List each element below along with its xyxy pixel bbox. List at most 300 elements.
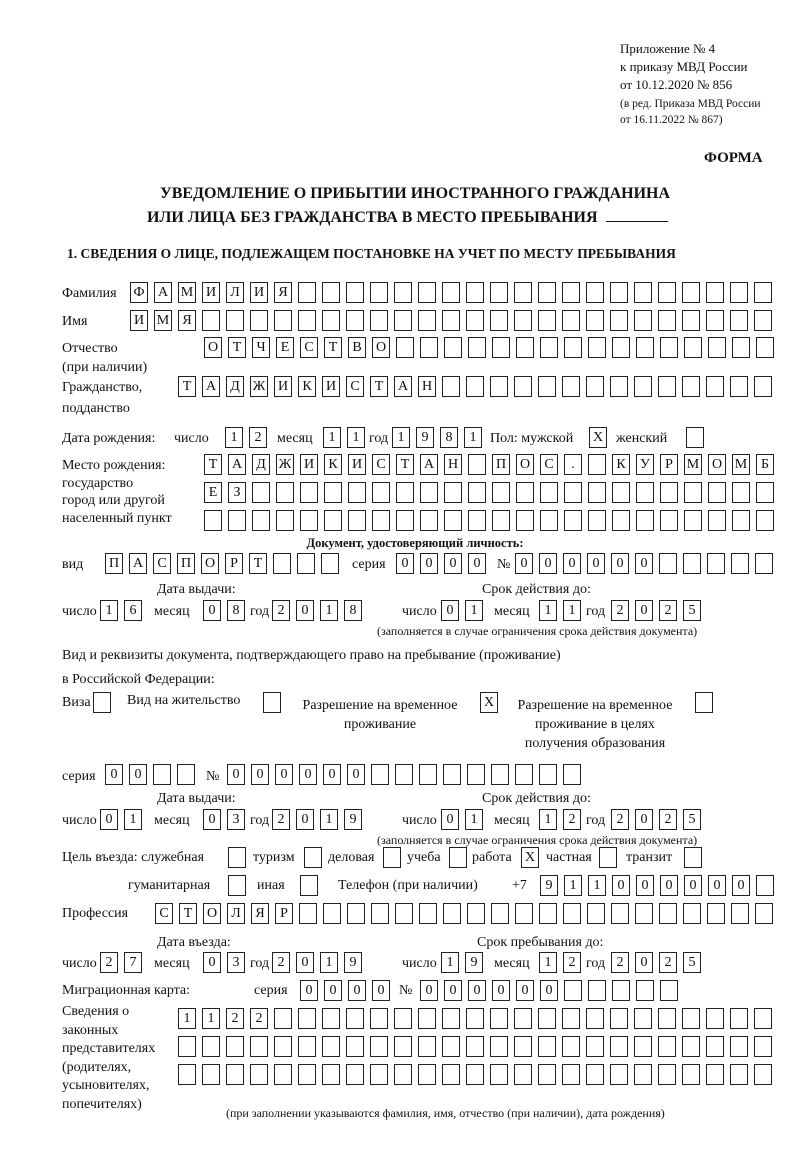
- patronymic-cell[interactable]: О: [204, 337, 222, 358]
- birthplace2-cell[interactable]: З: [228, 482, 246, 503]
- name-cell[interactable]: [730, 310, 748, 331]
- birthplace1-cell[interactable]: [588, 454, 606, 475]
- profession-cell[interactable]: [659, 903, 677, 924]
- reps3-cell[interactable]: [250, 1064, 268, 1085]
- doc-issue-day-cell[interactable]: 6: [124, 600, 142, 621]
- phone-cell[interactable]: 0: [636, 875, 654, 896]
- citizenship-cell[interactable]: С: [346, 376, 364, 397]
- surname-cell[interactable]: [370, 282, 388, 303]
- name-cell[interactable]: [706, 310, 724, 331]
- birth-day-cell[interactable]: 2: [249, 427, 267, 448]
- p-study-cell[interactable]: [449, 847, 467, 868]
- doc-kind-cell[interactable]: Т: [249, 553, 267, 574]
- name-cell[interactable]: [514, 310, 532, 331]
- birth-year-cell[interactable]: 1: [392, 427, 410, 448]
- surname-cell[interactable]: А: [154, 282, 172, 303]
- stay-exp-day-cell[interactable]: 1: [465, 809, 483, 830]
- name-cell[interactable]: [298, 310, 316, 331]
- reps2-cell[interactable]: [346, 1036, 364, 1057]
- profession-cell[interactable]: [395, 903, 413, 924]
- reps1-cell[interactable]: [394, 1008, 412, 1029]
- birthplace1-cell[interactable]: .: [564, 454, 582, 475]
- doc-number-cell[interactable]: [659, 553, 677, 574]
- stay-number-cell[interactable]: 0: [299, 764, 317, 785]
- birthplace2-cell[interactable]: [492, 482, 510, 503]
- mc-number-cell[interactable]: [660, 980, 678, 1001]
- birthplace1-cell[interactable]: М: [684, 454, 702, 475]
- doc-series-cell[interactable]: 0: [420, 553, 438, 574]
- surname-cell[interactable]: [418, 282, 436, 303]
- reps2-cell[interactable]: [442, 1036, 460, 1057]
- stay-series-cell[interactable]: [153, 764, 171, 785]
- birthplace3-cell[interactable]: [564, 510, 582, 531]
- doc-kind-cell[interactable]: [273, 553, 291, 574]
- until-month-cell[interactable]: 2: [563, 952, 581, 973]
- phone-cell[interactable]: 9: [540, 875, 558, 896]
- patronymic-cell[interactable]: Е: [276, 337, 294, 358]
- reps3-cell[interactable]: [706, 1064, 724, 1085]
- doc-kind-cell[interactable]: П: [105, 553, 123, 574]
- patronymic-cell[interactable]: [396, 337, 414, 358]
- doc-kind-cell[interactable]: [321, 553, 339, 574]
- phone-cell[interactable]: 0: [708, 875, 726, 896]
- patronymic-cell[interactable]: [612, 337, 630, 358]
- surname-cell[interactable]: [586, 282, 604, 303]
- patronymic-cell[interactable]: [492, 337, 510, 358]
- profession-cell[interactable]: Л: [227, 903, 245, 924]
- birthplace2-cell[interactable]: Е: [204, 482, 222, 503]
- doc-number-cell[interactable]: 0: [635, 553, 653, 574]
- reps1-cell[interactable]: [634, 1008, 652, 1029]
- birthplace2-cell[interactable]: [468, 482, 486, 503]
- profession-cell[interactable]: [371, 903, 389, 924]
- birthplace1-cell[interactable]: М: [732, 454, 750, 475]
- citizenship-cell[interactable]: [682, 376, 700, 397]
- p-work-cell[interactable]: X: [521, 847, 539, 868]
- doc-exp-month-cell[interactable]: 1: [539, 600, 557, 621]
- surname-cell[interactable]: М: [178, 282, 196, 303]
- reps1-cell[interactable]: [754, 1008, 772, 1029]
- patronymic-cell[interactable]: [420, 337, 438, 358]
- profession-cell[interactable]: [587, 903, 605, 924]
- stay-issue-month-cell[interactable]: 3: [227, 809, 245, 830]
- birthplace2-cell[interactable]: [660, 482, 678, 503]
- stay-issue-year-cell[interactable]: 0: [296, 809, 314, 830]
- patronymic-cell[interactable]: О: [372, 337, 390, 358]
- profession-cell[interactable]: [731, 903, 749, 924]
- reps2-cell[interactable]: [730, 1036, 748, 1057]
- stay-exp-day-cell[interactable]: 0: [441, 809, 459, 830]
- citizenship-cell[interactable]: К: [298, 376, 316, 397]
- birthplace3-cell[interactable]: [732, 510, 750, 531]
- birthplace1-cell[interactable]: Т: [204, 454, 222, 475]
- surname-cell[interactable]: [466, 282, 484, 303]
- stay-issue-day-cell[interactable]: 1: [124, 809, 142, 830]
- reps1-cell[interactable]: [298, 1008, 316, 1029]
- reps1-cell[interactable]: [562, 1008, 580, 1029]
- name-cell[interactable]: [682, 310, 700, 331]
- citizenship-cell[interactable]: [730, 376, 748, 397]
- reps3-cell[interactable]: [418, 1064, 436, 1085]
- citizenship-cell[interactable]: Д: [226, 376, 244, 397]
- residence-cell[interactable]: [263, 692, 281, 713]
- patronymic-cell[interactable]: Т: [228, 337, 246, 358]
- doc-issue-year-cell[interactable]: 1: [320, 600, 338, 621]
- stay-issue-year-cell[interactable]: 2: [272, 809, 290, 830]
- reps1-cell[interactable]: 2: [250, 1008, 268, 1029]
- citizenship-cell[interactable]: И: [274, 376, 292, 397]
- profession-cell[interactable]: [539, 903, 557, 924]
- birthplace3-cell[interactable]: [756, 510, 774, 531]
- citizenship-cell[interactable]: Ж: [250, 376, 268, 397]
- mc-series-cell[interactable]: 0: [324, 980, 342, 1001]
- birthplace1-cell[interactable]: С: [372, 454, 390, 475]
- reps1-cell[interactable]: [346, 1008, 364, 1029]
- reps3-cell[interactable]: [298, 1064, 316, 1085]
- doc-issue-month-cell[interactable]: 0: [203, 600, 221, 621]
- birthplace1-cell[interactable]: О: [516, 454, 534, 475]
- stay-issue-year-cell[interactable]: 9: [344, 809, 362, 830]
- until-year-cell[interactable]: 0: [635, 952, 653, 973]
- entry-day-cell[interactable]: 7: [124, 952, 142, 973]
- doc-exp-day-cell[interactable]: 0: [441, 600, 459, 621]
- mc-number-cell[interactable]: 0: [492, 980, 510, 1001]
- surname-cell[interactable]: Я: [274, 282, 292, 303]
- doc-number-cell[interactable]: 0: [611, 553, 629, 574]
- mc-number-cell[interactable]: 0: [540, 980, 558, 1001]
- reps2-cell[interactable]: [682, 1036, 700, 1057]
- reps3-cell[interactable]: [226, 1064, 244, 1085]
- doc-exp-year-cell[interactable]: 2: [611, 600, 629, 621]
- surname-cell[interactable]: [706, 282, 724, 303]
- reps1-cell[interactable]: [466, 1008, 484, 1029]
- birth-month-cell[interactable]: 1: [323, 427, 341, 448]
- reps1-cell[interactable]: [538, 1008, 556, 1029]
- stay-number-cell[interactable]: [563, 764, 581, 785]
- p-business-cell[interactable]: [383, 847, 401, 868]
- patronymic-cell[interactable]: [468, 337, 486, 358]
- patronymic-cell[interactable]: [636, 337, 654, 358]
- mc-series-cell[interactable]: 0: [348, 980, 366, 1001]
- stay-number-cell[interactable]: [515, 764, 533, 785]
- patronymic-cell[interactable]: [588, 337, 606, 358]
- reps1-cell[interactable]: [610, 1008, 628, 1029]
- name-cell[interactable]: [322, 310, 340, 331]
- doc-exp-year-cell[interactable]: 5: [683, 600, 701, 621]
- doc-number-cell[interactable]: [683, 553, 701, 574]
- reps2-cell[interactable]: [466, 1036, 484, 1057]
- doc-exp-month-cell[interactable]: 1: [563, 600, 581, 621]
- reps3-cell[interactable]: [730, 1064, 748, 1085]
- doc-number-cell[interactable]: 0: [563, 553, 581, 574]
- birthplace3-cell[interactable]: [228, 510, 246, 531]
- birth-year-cell[interactable]: 8: [440, 427, 458, 448]
- patronymic-cell[interactable]: [564, 337, 582, 358]
- birthplace3-cell[interactable]: [276, 510, 294, 531]
- birthplace2-cell[interactable]: [684, 482, 702, 503]
- stay-issue-month-cell[interactable]: 0: [203, 809, 221, 830]
- phone-cell[interactable]: 1: [588, 875, 606, 896]
- birthplace2-cell[interactable]: [324, 482, 342, 503]
- profession-cell[interactable]: С: [155, 903, 173, 924]
- reps1-cell[interactable]: [658, 1008, 676, 1029]
- reps2-cell[interactable]: [562, 1036, 580, 1057]
- reps2-cell[interactable]: [754, 1036, 772, 1057]
- stay-number-cell[interactable]: 0: [347, 764, 365, 785]
- reps1-cell[interactable]: [490, 1008, 508, 1029]
- surname-cell[interactable]: [634, 282, 652, 303]
- reps2-cell[interactable]: [250, 1036, 268, 1057]
- birthplace2-cell[interactable]: [372, 482, 390, 503]
- doc-kind-cell[interactable]: П: [177, 553, 195, 574]
- p-humanitarian-cell[interactable]: [228, 875, 246, 896]
- doc-kind-cell[interactable]: С: [153, 553, 171, 574]
- profession-cell[interactable]: [755, 903, 773, 924]
- name-cell[interactable]: [754, 310, 772, 331]
- profession-cell[interactable]: [443, 903, 461, 924]
- name-cell[interactable]: И: [130, 310, 148, 331]
- doc-kind-cell[interactable]: А: [129, 553, 147, 574]
- stay-number-cell[interactable]: [539, 764, 557, 785]
- birthplace2-cell[interactable]: [252, 482, 270, 503]
- doc-kind-cell[interactable]: Р: [225, 553, 243, 574]
- birthplace2-cell[interactable]: [396, 482, 414, 503]
- birthplace3-cell[interactable]: [660, 510, 678, 531]
- surname-cell[interactable]: [394, 282, 412, 303]
- mc-number-cell[interactable]: [564, 980, 582, 1001]
- reps3-cell[interactable]: [610, 1064, 628, 1085]
- stay-number-cell[interactable]: 0: [323, 764, 341, 785]
- reps3-cell[interactable]: [562, 1064, 580, 1085]
- doc-number-cell[interactable]: 0: [587, 553, 605, 574]
- reps3-cell[interactable]: [466, 1064, 484, 1085]
- reps3-cell[interactable]: [682, 1064, 700, 1085]
- visa-cell[interactable]: [93, 692, 111, 713]
- stay-issue-year-cell[interactable]: 1: [320, 809, 338, 830]
- citizenship-cell[interactable]: Т: [370, 376, 388, 397]
- patronymic-cell[interactable]: [660, 337, 678, 358]
- surname-cell[interactable]: [658, 282, 676, 303]
- birthplace3-cell[interactable]: [324, 510, 342, 531]
- birthplace3-cell[interactable]: [468, 510, 486, 531]
- birthplace1-cell[interactable]: А: [420, 454, 438, 475]
- doc-exp-year-cell[interactable]: 0: [635, 600, 653, 621]
- surname-cell[interactable]: [298, 282, 316, 303]
- reps2-cell[interactable]: [538, 1036, 556, 1057]
- until-day-cell[interactable]: 1: [441, 952, 459, 973]
- reps2-cell[interactable]: [610, 1036, 628, 1057]
- citizenship-cell[interactable]: А: [202, 376, 220, 397]
- reps3-cell[interactable]: [202, 1064, 220, 1085]
- birthplace2-cell[interactable]: [420, 482, 438, 503]
- citizenship-cell[interactable]: [442, 376, 460, 397]
- profession-cell[interactable]: О: [203, 903, 221, 924]
- entry-year-cell[interactable]: 0: [296, 952, 314, 973]
- birthplace2-cell[interactable]: [540, 482, 558, 503]
- doc-exp-year-cell[interactable]: 2: [659, 600, 677, 621]
- citizenship-cell[interactable]: [514, 376, 532, 397]
- entry-year-cell[interactable]: 9: [344, 952, 362, 973]
- stay-exp-year-cell[interactable]: 5: [683, 809, 701, 830]
- surname-cell[interactable]: [682, 282, 700, 303]
- name-cell[interactable]: [466, 310, 484, 331]
- name-cell[interactable]: [370, 310, 388, 331]
- mc-number-cell[interactable]: 0: [468, 980, 486, 1001]
- birthplace3-cell[interactable]: [348, 510, 366, 531]
- mc-number-cell[interactable]: 0: [420, 980, 438, 1001]
- profession-cell[interactable]: [635, 903, 653, 924]
- patronymic-cell[interactable]: Т: [324, 337, 342, 358]
- reps3-cell[interactable]: [490, 1064, 508, 1085]
- reps3-cell[interactable]: [514, 1064, 532, 1085]
- surname-cell[interactable]: Ф: [130, 282, 148, 303]
- doc-issue-day-cell[interactable]: 1: [100, 600, 118, 621]
- phone-cell[interactable]: [756, 875, 774, 896]
- trp-edu-cell[interactable]: [695, 692, 713, 713]
- name-cell[interactable]: [346, 310, 364, 331]
- birthplace1-cell[interactable]: Т: [396, 454, 414, 475]
- stay-exp-year-cell[interactable]: 2: [611, 809, 629, 830]
- birthplace3-cell[interactable]: [492, 510, 510, 531]
- reps3-cell[interactable]: [394, 1064, 412, 1085]
- birthplace1-cell[interactable]: И: [300, 454, 318, 475]
- stay-exp-month-cell[interactable]: 2: [563, 809, 581, 830]
- doc-number-cell[interactable]: [731, 553, 749, 574]
- citizenship-cell[interactable]: [538, 376, 556, 397]
- name-cell[interactable]: [658, 310, 676, 331]
- birthplace3-cell[interactable]: [684, 510, 702, 531]
- doc-exp-day-cell[interactable]: 1: [465, 600, 483, 621]
- doc-issue-year-cell[interactable]: 8: [344, 600, 362, 621]
- birthplace2-cell[interactable]: [732, 482, 750, 503]
- stay-number-cell[interactable]: [467, 764, 485, 785]
- patronymic-cell[interactable]: [444, 337, 462, 358]
- profession-cell[interactable]: Р: [275, 903, 293, 924]
- reps1-cell[interactable]: 1: [202, 1008, 220, 1029]
- reps3-cell[interactable]: [178, 1064, 196, 1085]
- entry-month-cell[interactable]: 0: [203, 952, 221, 973]
- name-cell[interactable]: Я: [178, 310, 196, 331]
- reps3-cell[interactable]: [274, 1064, 292, 1085]
- surname-cell[interactable]: [562, 282, 580, 303]
- reps1-cell[interactable]: [706, 1008, 724, 1029]
- sex-male-cell[interactable]: X: [589, 427, 607, 448]
- mc-number-cell[interactable]: 0: [516, 980, 534, 1001]
- birthplace2-cell[interactable]: [516, 482, 534, 503]
- reps1-cell[interactable]: 2: [226, 1008, 244, 1029]
- phone-cell[interactable]: 0: [732, 875, 750, 896]
- doc-series-cell[interactable]: 0: [444, 553, 462, 574]
- reps3-cell[interactable]: [538, 1064, 556, 1085]
- doc-issue-year-cell[interactable]: 2: [272, 600, 290, 621]
- doc-number-cell[interactable]: 0: [539, 553, 557, 574]
- citizenship-cell[interactable]: [562, 376, 580, 397]
- p-transit-cell[interactable]: [684, 847, 702, 868]
- mc-number-cell[interactable]: [636, 980, 654, 1001]
- birthplace1-cell[interactable]: Д: [252, 454, 270, 475]
- reps3-cell[interactable]: [322, 1064, 340, 1085]
- surname-cell[interactable]: [346, 282, 364, 303]
- profession-cell[interactable]: [347, 903, 365, 924]
- stay-number-cell[interactable]: [491, 764, 509, 785]
- birthplace3-cell[interactable]: [612, 510, 630, 531]
- reps3-cell[interactable]: [370, 1064, 388, 1085]
- reps2-cell[interactable]: [226, 1036, 244, 1057]
- doc-issue-month-cell[interactable]: 8: [227, 600, 245, 621]
- profession-cell[interactable]: [683, 903, 701, 924]
- reps1-cell[interactable]: [682, 1008, 700, 1029]
- stay-number-cell[interactable]: [443, 764, 461, 785]
- birthplace2-cell[interactable]: [708, 482, 726, 503]
- name-cell[interactable]: [202, 310, 220, 331]
- birthplace3-cell[interactable]: [396, 510, 414, 531]
- reps2-cell[interactable]: [178, 1036, 196, 1057]
- citizenship-cell[interactable]: [754, 376, 772, 397]
- reps2-cell[interactable]: [274, 1036, 292, 1057]
- citizenship-cell[interactable]: [658, 376, 676, 397]
- profession-cell[interactable]: Т: [179, 903, 197, 924]
- birthplace3-cell[interactable]: [516, 510, 534, 531]
- birthplace3-cell[interactable]: [708, 510, 726, 531]
- birthplace1-cell[interactable]: Р: [660, 454, 678, 475]
- entry-year-cell[interactable]: 2: [272, 952, 290, 973]
- birthplace3-cell[interactable]: [300, 510, 318, 531]
- until-year-cell[interactable]: 2: [611, 952, 629, 973]
- reps3-cell[interactable]: [658, 1064, 676, 1085]
- birthplace1-cell[interactable]: П: [492, 454, 510, 475]
- birthplace1-cell[interactable]: И: [348, 454, 366, 475]
- reps1-cell[interactable]: [274, 1008, 292, 1029]
- entry-month-cell[interactable]: 3: [227, 952, 245, 973]
- until-year-cell[interactable]: 2: [659, 952, 677, 973]
- birthplace2-cell[interactable]: [348, 482, 366, 503]
- birthplace3-cell[interactable]: [372, 510, 390, 531]
- citizenship-cell[interactable]: И: [322, 376, 340, 397]
- reps2-cell[interactable]: [322, 1036, 340, 1057]
- surname-cell[interactable]: [442, 282, 460, 303]
- reps2-cell[interactable]: [586, 1036, 604, 1057]
- birth-year-cell[interactable]: 9: [416, 427, 434, 448]
- birthplace1-cell[interactable]: У: [636, 454, 654, 475]
- surname-cell[interactable]: [754, 282, 772, 303]
- surname-cell[interactable]: Л: [226, 282, 244, 303]
- until-month-cell[interactable]: 1: [539, 952, 557, 973]
- birthplace1-cell[interactable]: К: [612, 454, 630, 475]
- phone-cell[interactable]: 0: [660, 875, 678, 896]
- birthplace1-cell[interactable]: О: [708, 454, 726, 475]
- patronymic-cell[interactable]: [516, 337, 534, 358]
- citizenship-cell[interactable]: Н: [418, 376, 436, 397]
- stay-issue-day-cell[interactable]: 0: [100, 809, 118, 830]
- surname-cell[interactable]: [610, 282, 628, 303]
- stay-number-cell[interactable]: 0: [251, 764, 269, 785]
- birthplace2-cell[interactable]: [588, 482, 606, 503]
- name-cell[interactable]: [394, 310, 412, 331]
- surname-cell[interactable]: [730, 282, 748, 303]
- reps2-cell[interactable]: [394, 1036, 412, 1057]
- birth-month-cell[interactable]: 1: [347, 427, 365, 448]
- surname-cell[interactable]: И: [202, 282, 220, 303]
- p-other-cell[interactable]: [300, 875, 318, 896]
- stay-number-cell[interactable]: 0: [227, 764, 245, 785]
- citizenship-cell[interactable]: [634, 376, 652, 397]
- name-cell[interactable]: [226, 310, 244, 331]
- stay-series-cell[interactable]: 0: [129, 764, 147, 785]
- birthplace2-cell[interactable]: [444, 482, 462, 503]
- doc-series-cell[interactable]: 0: [396, 553, 414, 574]
- stay-exp-year-cell[interactable]: 0: [635, 809, 653, 830]
- reps2-cell[interactable]: [706, 1036, 724, 1057]
